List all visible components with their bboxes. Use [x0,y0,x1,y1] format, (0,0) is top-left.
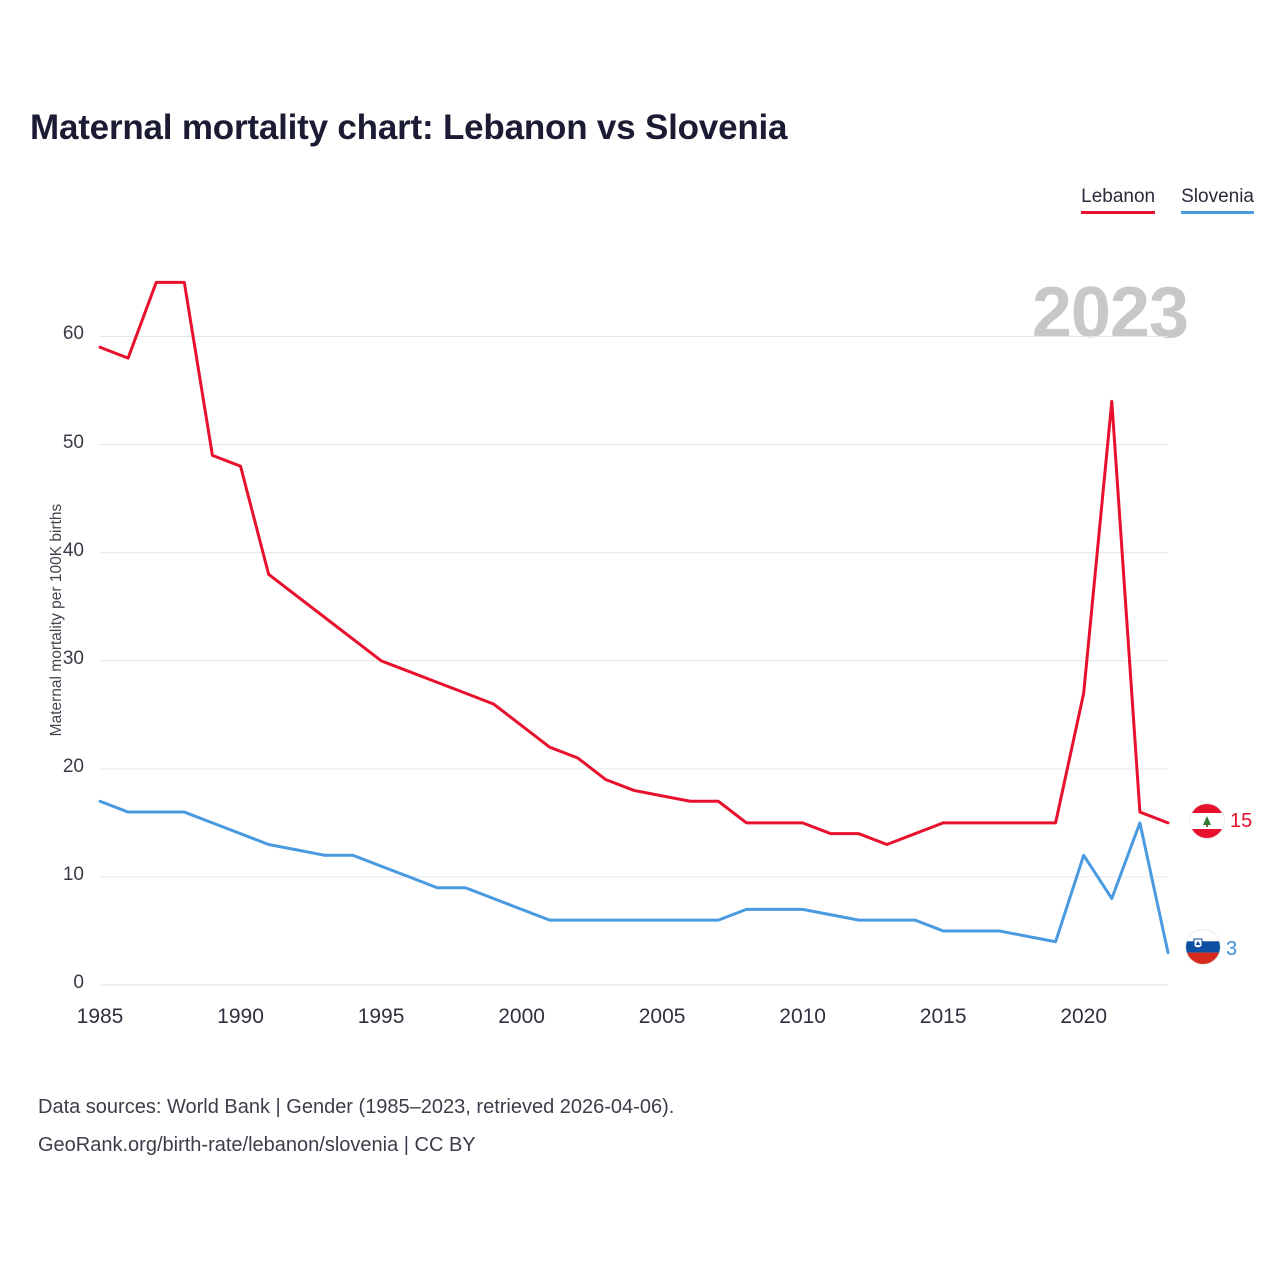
x-tick-2020: 2020 [1060,1005,1108,1028]
slovenia-flag-icon [1186,930,1220,964]
watermark-year: 2023 [1031,273,1188,353]
y-axis-label-text: Maternal mortality per 100K births [48,503,65,737]
footer-line-1: Data sources: World Bank | Gender (1985–2023, retrieved 2026-04-06). [38,1096,675,1118]
x-tick-2015: 2015 [919,1005,967,1028]
x-tick-1990: 1990 [217,1005,264,1028]
x-tick-2010: 2010 [779,1005,826,1028]
series-lines [100,282,1168,952]
series-line-lebanon [100,282,1168,844]
gridlines [100,336,1168,985]
x-tick-2000: 2000 [498,1005,545,1028]
y-tick-40: 40 [62,539,84,561]
page-title: Maternal mortality chart: Lebanon vs Slovenia [30,108,788,147]
x-tick-1995: 1995 [357,1005,405,1028]
y-tick-30: 30 [62,647,84,669]
lebanon-flag-icon [1190,804,1224,838]
legend-label-slovenia: Slovenia [1181,186,1254,207]
footer-line-2: GeoRank.org/birth-rate/lebanon/slovenia | CC BY [38,1134,476,1156]
lebanon-end-value: 15 [1230,810,1253,832]
footer-notes [38,1088,674,1164]
y-tick-50: 50 [62,431,84,453]
x-tick-2005: 2005 [638,1005,686,1028]
y-tick-10: 10 [62,863,84,885]
slovenia-end-value: 3 [1226,938,1238,960]
x-tick-1985: 1985 [76,1005,124,1028]
legend-label-lebanon: Lebanon [1081,186,1156,207]
y-tick-20: 20 [62,755,84,777]
y-tick-60: 60 [62,323,84,345]
y-tick-0: 0 [73,972,84,993]
